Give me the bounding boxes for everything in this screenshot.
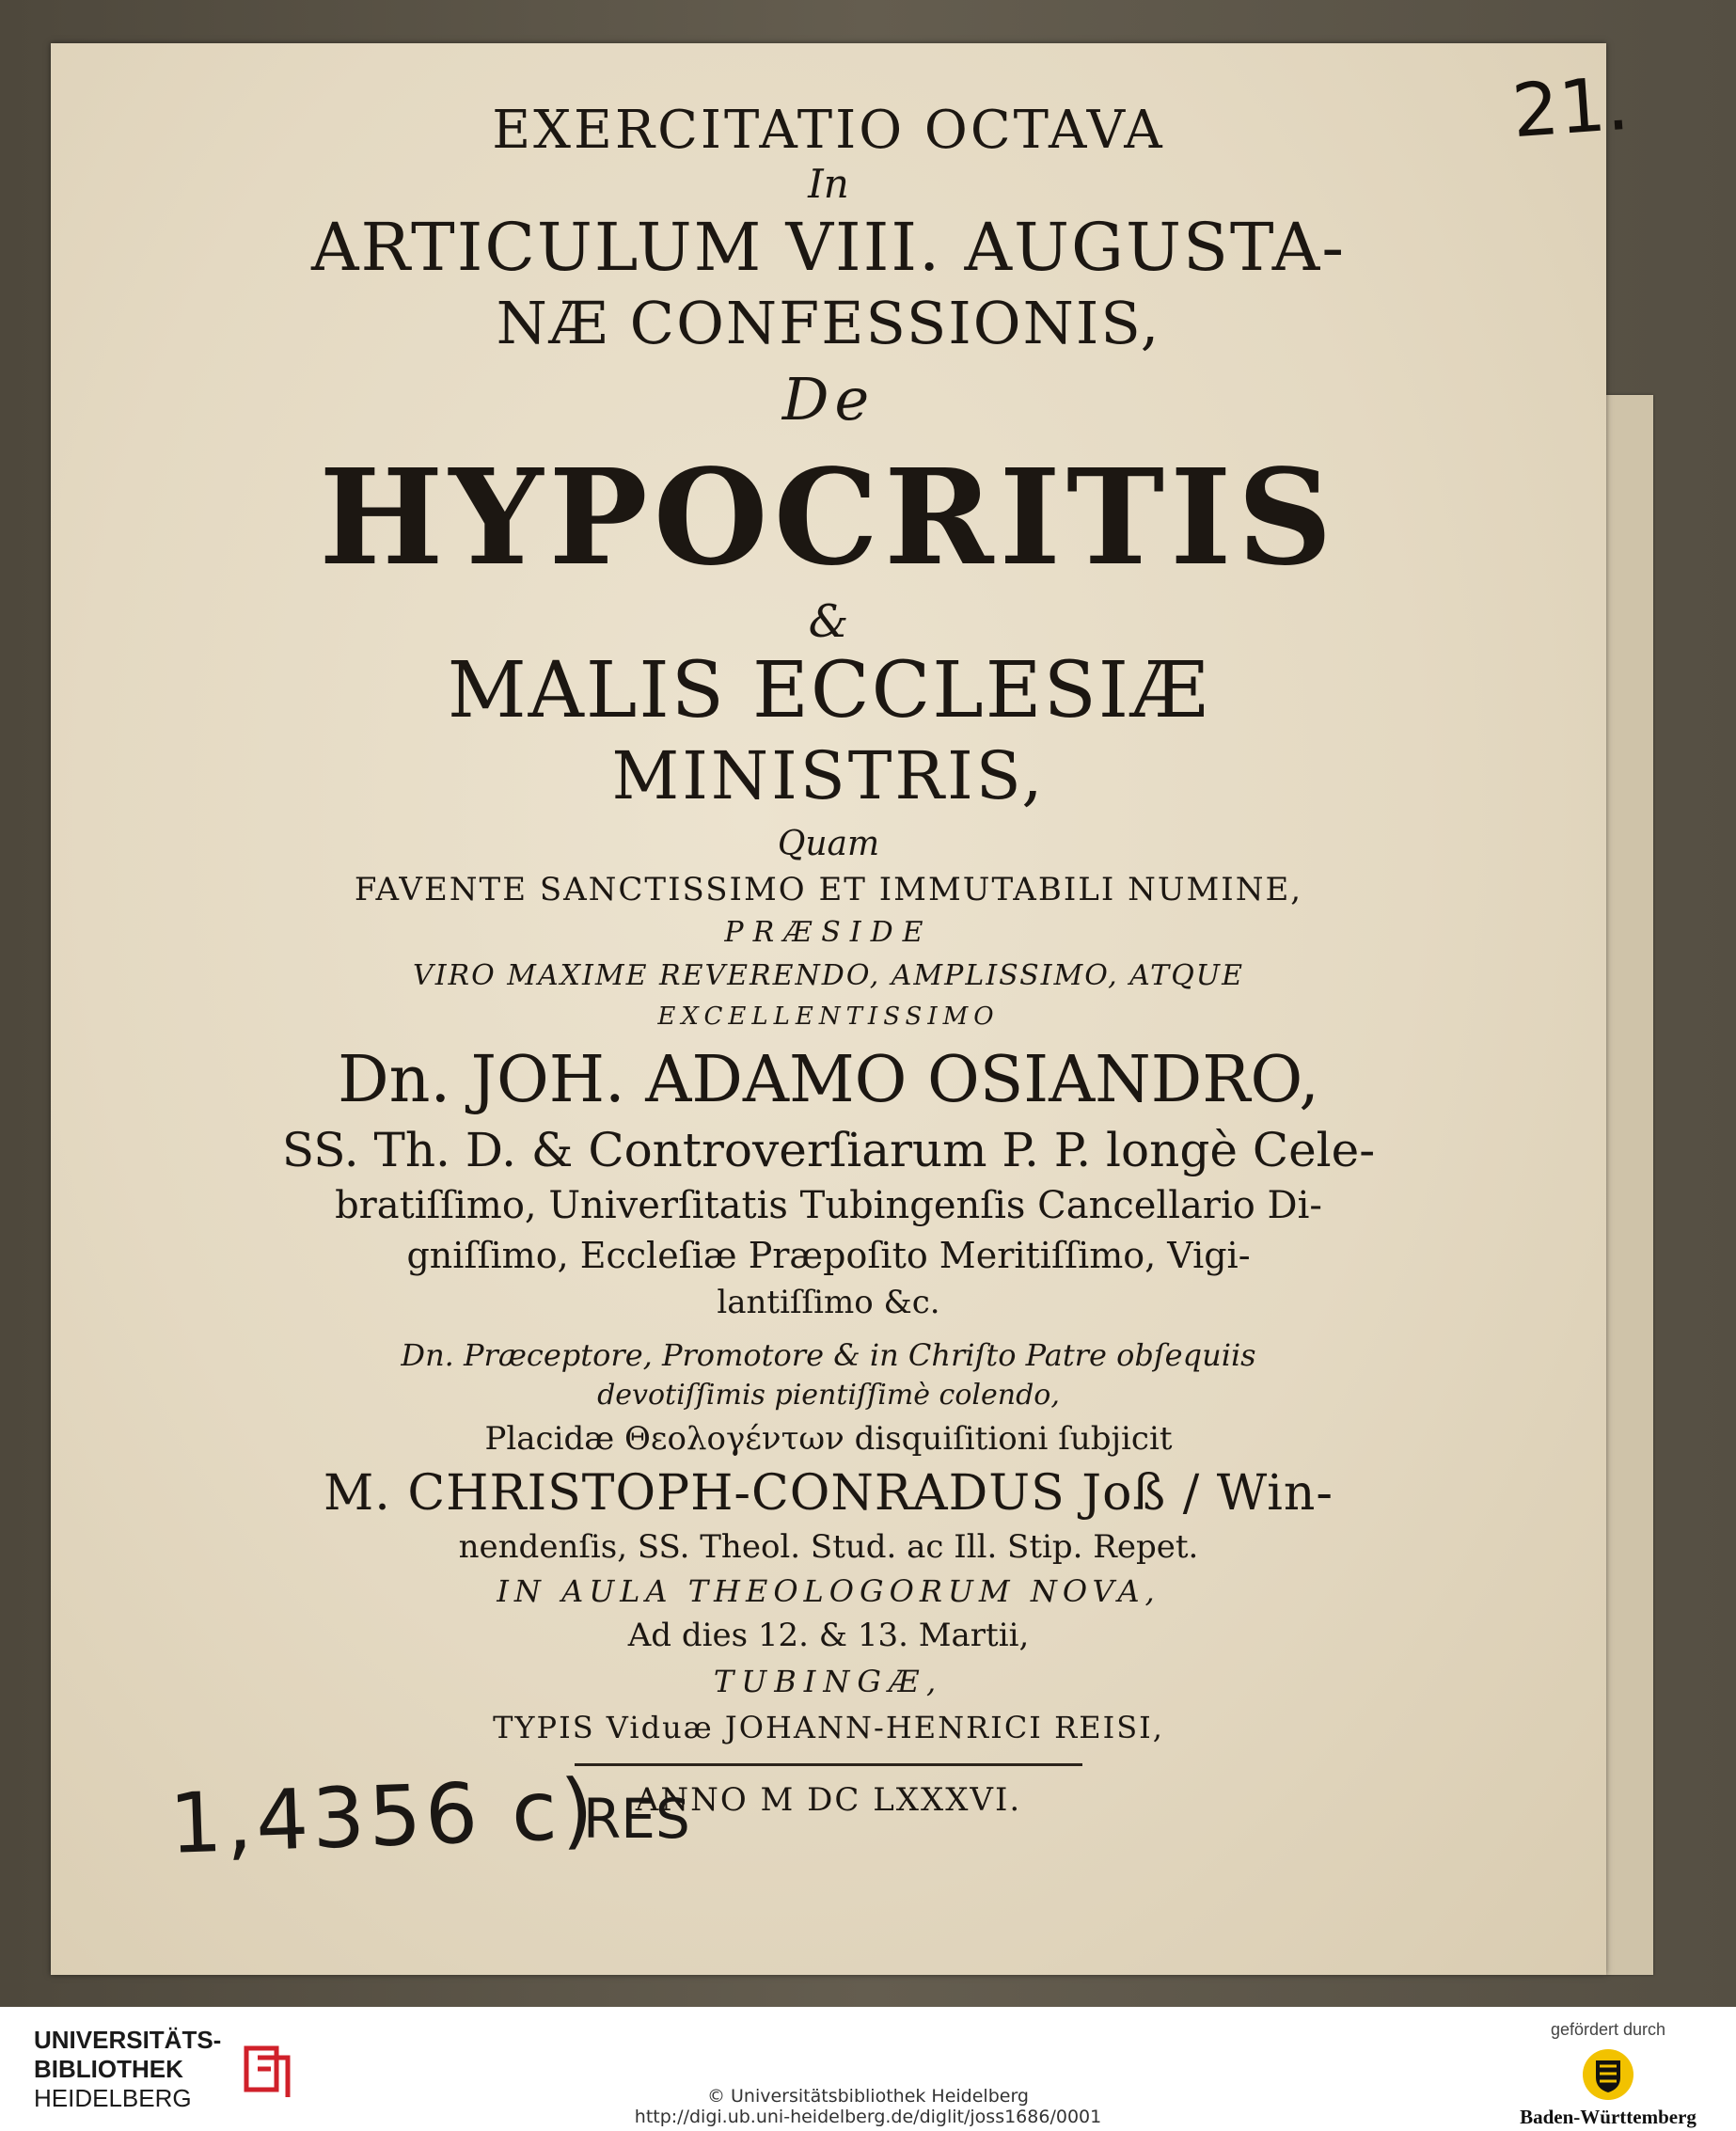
text-christoph-conradus: M. CHRISTOPH-CONRADUS Joß / Win- (324, 1465, 1334, 1522)
text-favente: FAVENTE SANCTISSIMO ET IMMUTABILI NUMINE, (354, 871, 1303, 908)
heading-in: In (808, 161, 849, 207)
handwritten-number: 21. (1509, 61, 1633, 155)
imprint-rule (575, 1763, 1082, 1766)
copyright-block (0, 2086, 1736, 2127)
text-lantissimo: lantiſſimo &c. (717, 1284, 940, 1321)
text-praeceptore: Dn. Præceptore, Promotore & in Chriſto Patre obſequiis (401, 1337, 1256, 1373)
text-excellentissimo: EXCELLENTISSIMO (657, 1002, 1000, 1031)
heading-hypocritis: HYPOCRITIS (319, 441, 1338, 595)
handwritten-shelfmark: 1,4356 c) (167, 1760, 599, 1872)
text-typis: TYPIS Viduæ JOHANN-HENRICI REISI, (493, 1710, 1164, 1745)
viewer-footer (0, 2007, 1736, 2131)
copyright-text: © Universitätsbibliothek Heidelberg (706, 2086, 1029, 2107)
text-quam: Quam (777, 825, 880, 863)
title-text-block (51, 43, 1606, 1821)
funder-name: Baden-Württemberg (1520, 2106, 1697, 2128)
heading-malis-ecclesiae: MALIS ECCLESIÆ (447, 646, 1210, 735)
text-bratissimo: bratiſſimo, Univerſitatis Tubingenſis Cancellario Di- (335, 1184, 1322, 1227)
text-praeside: PRÆSIDE (724, 916, 933, 949)
text-controversiarum: SS. Th. D. & Controverſiarum P. P. longè Cele- (281, 1123, 1376, 1177)
text-placidae: Placidæ Θεολογέντων disquiſitioni ſubjicit (484, 1420, 1173, 1458)
heading-ministris: MINISTRIS, (611, 737, 1046, 814)
text-tubingae: TUBINGÆ, (713, 1664, 944, 1699)
bw-coat-of-arms-icon (1583, 2049, 1633, 2100)
text-viro: VIRO MAXIME REVERENDO, AMPLISSIMO, ATQUE (413, 959, 1244, 992)
heading-confessionis: NÆ CONFESSIONIS, (496, 289, 1161, 357)
text-anno: ANNO M DC LXXXVI. (635, 1781, 1022, 1819)
adjacent-page-edge (1606, 395, 1653, 1975)
heading-de: De (781, 365, 876, 434)
text-gnissimo: gniſſimo, Eccleſiæ Præpoſito Meritiſſimo, Vigi- (406, 1235, 1251, 1276)
permalink-url[interactable]: http://digi.ub.uni-heidelberg.de/diglit/joss1686/0001 (634, 2107, 1102, 2127)
text-in-aula: IN AULA THEOLOGORUM NOVA, (497, 1573, 1160, 1609)
text-winnendensis: nendenſis, SS. Theol. Stud. ac Ill. Stip. Repet. (458, 1528, 1199, 1566)
stamp-res: RES (583, 1787, 690, 1851)
ampersand: & (808, 595, 849, 648)
funder-block[interactable] (1495, 2020, 1721, 2128)
library-name: UNIVERSITÄTS- BIBLIOTHEK HEIDELBERG (34, 2026, 222, 2112)
text-ad-dies: Ad dies 12. & 13. Martii, (627, 1617, 1030, 1654)
funder-label: gefördert durch (1550, 2020, 1666, 2039)
text-devotissimis: devotiſſimis pientiſſimè colendo, (597, 1379, 1060, 1412)
heading-articulum: ARTICULUM VIII. AUGUSTA- (311, 209, 1346, 286)
heading-exercitatio: EXERCITATIO OCTAVA (492, 100, 1165, 161)
text-osiandro: Dn. JOH. ADAMO OSIANDRO, (338, 1043, 1319, 1117)
